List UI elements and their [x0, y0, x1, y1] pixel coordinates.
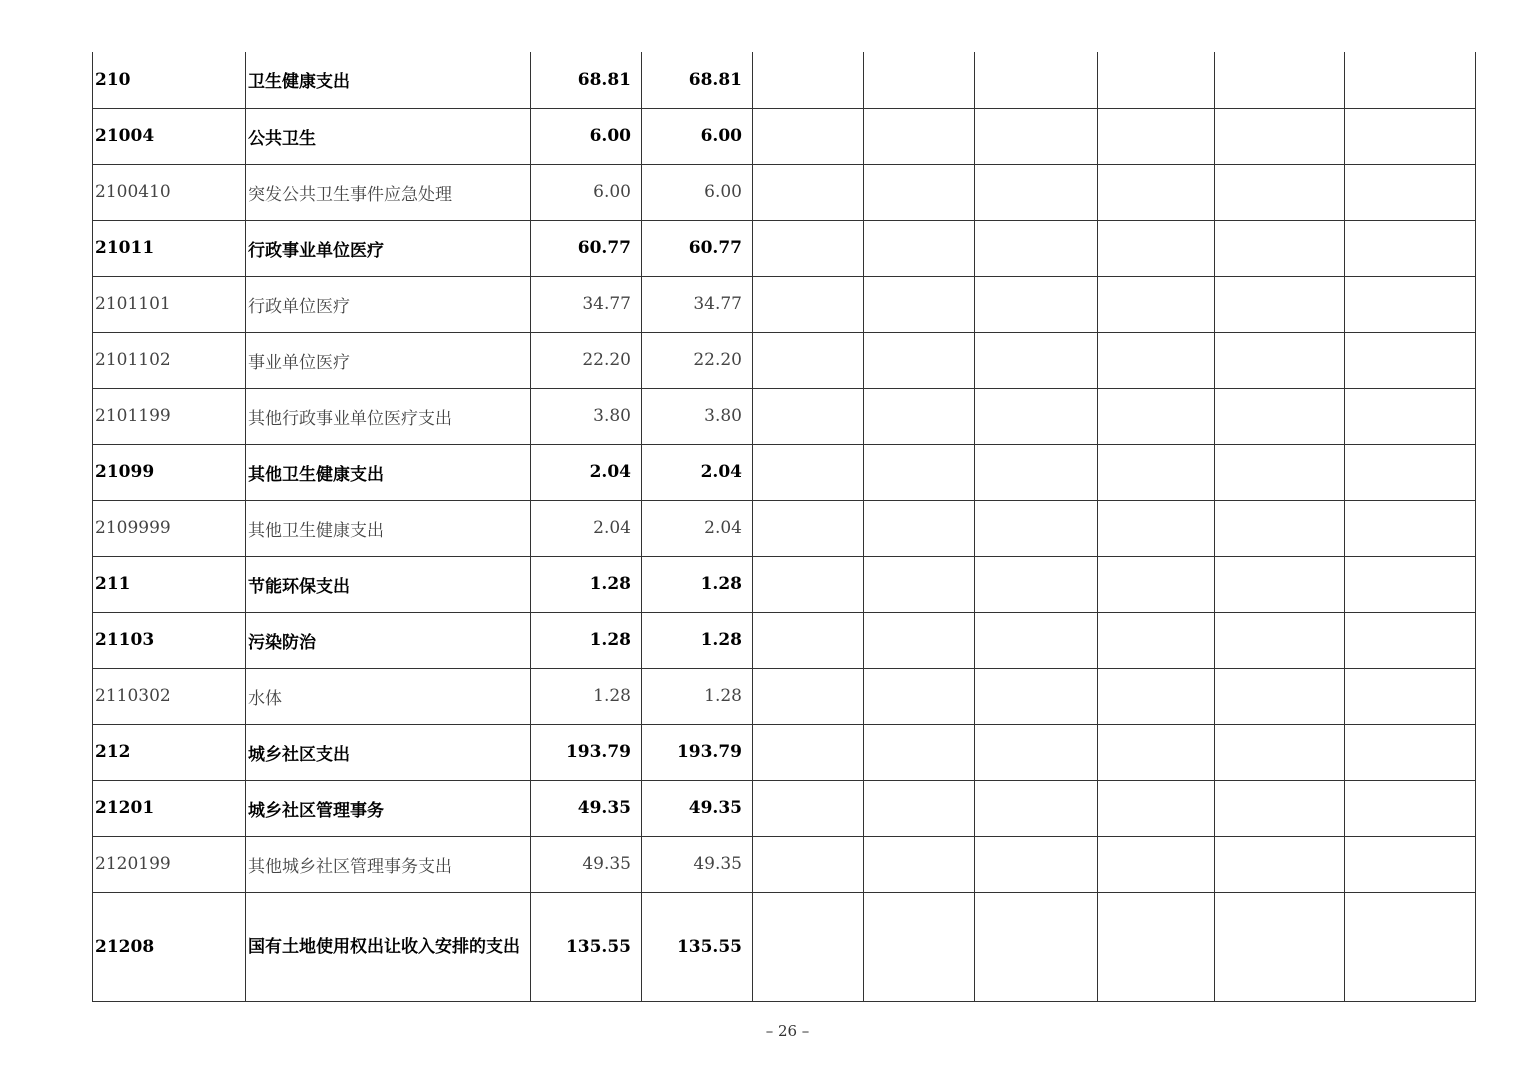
account-code-cell: 21201: [93, 780, 246, 836]
empty-cell: [1098, 444, 1215, 500]
total-amount-cell: 34.77: [531, 276, 642, 332]
empty-cell: [1345, 388, 1476, 444]
basic-amount-cell: 6.00: [642, 164, 753, 220]
empty-cell: [1345, 444, 1476, 500]
table-row: [93, 500, 1476, 556]
account-code-cell: 212: [93, 724, 246, 780]
empty-cell: [1215, 612, 1345, 668]
total-amount-cell: 2.04: [531, 444, 642, 500]
empty-cell: [753, 500, 864, 556]
total-amount-cell: 60.77: [531, 220, 642, 276]
empty-cell: [864, 724, 975, 780]
empty-cell: [1215, 724, 1345, 780]
empty-cell: [864, 556, 975, 612]
empty-cell: [1098, 892, 1215, 1001]
empty-cell: [1215, 444, 1345, 500]
empty-cell: [1098, 612, 1215, 668]
account-code-cell: 211: [93, 556, 246, 612]
empty-cell: [1345, 836, 1476, 892]
basic-amount-cell: 1.28: [642, 612, 753, 668]
account-name-cell: 城乡社区管理事务: [246, 780, 531, 836]
empty-cell: [753, 220, 864, 276]
empty-cell: [864, 332, 975, 388]
empty-cell: [1215, 668, 1345, 724]
empty-cell: [1345, 892, 1476, 1001]
empty-cell: [1098, 332, 1215, 388]
account-name-cell: 污染防治: [246, 612, 531, 668]
empty-cell: [753, 108, 864, 164]
empty-cell: [1345, 276, 1476, 332]
basic-amount-cell: 193.79: [642, 724, 753, 780]
total-amount-cell: 135.55: [531, 892, 642, 1001]
empty-cell: [1345, 332, 1476, 388]
account-name-cell: 节能环保支出: [246, 556, 531, 612]
table-row: [93, 108, 1476, 164]
empty-cell: [975, 220, 1098, 276]
empty-cell: [753, 444, 864, 500]
table-row: [93, 668, 1476, 724]
empty-cell: [975, 780, 1098, 836]
total-amount-cell: 22.20: [531, 332, 642, 388]
account-name-cell: 公共卫生: [246, 108, 531, 164]
account-code-cell: 21011: [93, 220, 246, 276]
empty-cell: [975, 612, 1098, 668]
basic-amount-cell: 49.35: [642, 780, 753, 836]
empty-cell: [753, 388, 864, 444]
basic-amount-cell: 135.55: [642, 892, 753, 1001]
empty-cell: [1215, 388, 1345, 444]
empty-cell: [975, 108, 1098, 164]
empty-cell: [753, 612, 864, 668]
empty-cell: [1345, 108, 1476, 164]
account-name-cell: 其他卫生健康支出: [246, 444, 531, 500]
empty-cell: [1345, 612, 1476, 668]
empty-cell: [1215, 108, 1345, 164]
empty-cell: [864, 780, 975, 836]
account-name-cell: 其他城乡社区管理事务支出: [246, 836, 531, 892]
account-name-cell: 行政事业单位医疗: [246, 220, 531, 276]
empty-cell: [975, 892, 1098, 1001]
empty-cell: [1098, 724, 1215, 780]
empty-cell: [975, 668, 1098, 724]
table-row: [93, 164, 1476, 220]
empty-cell: [975, 388, 1098, 444]
empty-cell: [975, 836, 1098, 892]
empty-cell: [753, 780, 864, 836]
empty-cell: [1345, 52, 1476, 108]
account-name-cell: 突发公共卫生事件应急处理: [246, 164, 531, 220]
empty-cell: [753, 556, 864, 612]
account-name-cell: 水体: [246, 668, 531, 724]
empty-cell: [975, 332, 1098, 388]
empty-cell: [1215, 276, 1345, 332]
empty-cell: [1098, 108, 1215, 164]
account-code-cell: 2110302: [93, 668, 246, 724]
total-amount-cell: 68.81: [531, 52, 642, 108]
table-row: [93, 892, 1476, 1001]
empty-cell: [1098, 780, 1215, 836]
empty-cell: [1345, 780, 1476, 836]
empty-cell: [864, 668, 975, 724]
empty-cell: [1345, 724, 1476, 780]
empty-cell: [864, 500, 975, 556]
table-row: [93, 444, 1476, 500]
empty-cell: [864, 52, 975, 108]
account-name-cell: 卫生健康支出: [246, 52, 531, 108]
basic-amount-cell: 3.80: [642, 388, 753, 444]
empty-cell: [864, 108, 975, 164]
empty-cell: [864, 388, 975, 444]
empty-cell: [1098, 276, 1215, 332]
table-row: [93, 612, 1476, 668]
empty-cell: [1215, 164, 1345, 220]
table-row: [93, 556, 1476, 612]
empty-cell: [1215, 500, 1345, 556]
account-code-cell: 2101199: [93, 388, 246, 444]
account-code-cell: 21103: [93, 612, 246, 668]
empty-cell: [1098, 836, 1215, 892]
empty-cell: [753, 276, 864, 332]
empty-cell: [864, 892, 975, 1001]
table-row: [93, 836, 1476, 892]
empty-cell: [1098, 556, 1215, 612]
total-amount-cell: 6.00: [531, 108, 642, 164]
total-amount-cell: 193.79: [531, 724, 642, 780]
basic-amount-cell: 34.77: [642, 276, 753, 332]
account-code-cell: 2109999: [93, 500, 246, 556]
empty-cell: [753, 836, 864, 892]
empty-cell: [1215, 836, 1345, 892]
empty-cell: [1345, 164, 1476, 220]
account-name-cell: 其他卫生健康支出: [246, 500, 531, 556]
account-code-cell: 21208: [93, 892, 246, 1001]
basic-amount-cell: 1.28: [642, 556, 753, 612]
empty-cell: [975, 276, 1098, 332]
total-amount-cell: 1.28: [531, 612, 642, 668]
empty-cell: [1215, 332, 1345, 388]
empty-cell: [753, 52, 864, 108]
empty-cell: [753, 668, 864, 724]
empty-cell: [1098, 500, 1215, 556]
total-amount-cell: 2.04: [531, 500, 642, 556]
account-code-cell: 2120199: [93, 836, 246, 892]
basic-amount-cell: 60.77: [642, 220, 753, 276]
empty-cell: [1098, 164, 1215, 220]
empty-cell: [753, 164, 864, 220]
empty-cell: [975, 500, 1098, 556]
empty-cell: [1098, 668, 1215, 724]
account-code-cell: 21099: [93, 444, 246, 500]
empty-cell: [1215, 52, 1345, 108]
empty-cell: [975, 444, 1098, 500]
account-name-cell: 行政单位医疗: [246, 276, 531, 332]
account-code-cell: 210: [93, 52, 246, 108]
table-row: [93, 220, 1476, 276]
basic-amount-cell: 2.04: [642, 444, 753, 500]
empty-cell: [1345, 556, 1476, 612]
total-amount-cell: 3.80: [531, 388, 642, 444]
account-name-cell: 事业单位医疗: [246, 332, 531, 388]
table-row: [93, 276, 1476, 332]
account-name-cell: 国有土地使用权出让收入安排的支出: [246, 892, 531, 1001]
empty-cell: [864, 612, 975, 668]
empty-cell: [1215, 780, 1345, 836]
empty-cell: [753, 724, 864, 780]
table-body: [93, 52, 1476, 1001]
empty-cell: [1345, 500, 1476, 556]
empty-cell: [1345, 220, 1476, 276]
empty-cell: [1098, 52, 1215, 108]
empty-cell: [753, 892, 864, 1001]
empty-cell: [1215, 220, 1345, 276]
empty-cell: [864, 444, 975, 500]
empty-cell: [1098, 220, 1215, 276]
total-amount-cell: 49.35: [531, 836, 642, 892]
empty-cell: [975, 164, 1098, 220]
table-row: [93, 332, 1476, 388]
basic-amount-cell: 2.04: [642, 500, 753, 556]
table-row: [93, 52, 1476, 108]
account-code-cell: 2101102: [93, 332, 246, 388]
budget-table: [92, 52, 1476, 1002]
account-name-cell: 其他行政事业单位医疗支出: [246, 388, 531, 444]
empty-cell: [753, 332, 864, 388]
table-row: [93, 388, 1476, 444]
total-amount-cell: 1.28: [531, 668, 642, 724]
basic-amount-cell: 49.35: [642, 836, 753, 892]
basic-amount-cell: 68.81: [642, 52, 753, 108]
empty-cell: [975, 52, 1098, 108]
empty-cell: [1215, 556, 1345, 612]
empty-cell: [864, 220, 975, 276]
account-code-cell: 2100410: [93, 164, 246, 220]
empty-cell: [864, 276, 975, 332]
basic-amount-cell: 22.20: [642, 332, 753, 388]
basic-amount-cell: 1.28: [642, 668, 753, 724]
empty-cell: [1098, 388, 1215, 444]
empty-cell: [864, 164, 975, 220]
empty-cell: [1215, 892, 1345, 1001]
empty-cell: [1345, 668, 1476, 724]
table-row: [93, 780, 1476, 836]
empty-cell: [975, 556, 1098, 612]
empty-cell: [975, 724, 1098, 780]
total-amount-cell: 1.28: [531, 556, 642, 612]
table-row: [93, 724, 1476, 780]
basic-amount-cell: 6.00: [642, 108, 753, 164]
account-name-cell: 城乡社区支出: [246, 724, 531, 780]
empty-cell: [864, 836, 975, 892]
total-amount-cell: 6.00: [531, 164, 642, 220]
total-amount-cell: 49.35: [531, 780, 642, 836]
page-number: – 26 –: [765, 1022, 810, 1040]
account-code-cell: 2101101: [93, 276, 246, 332]
account-code-cell: 21004: [93, 108, 246, 164]
